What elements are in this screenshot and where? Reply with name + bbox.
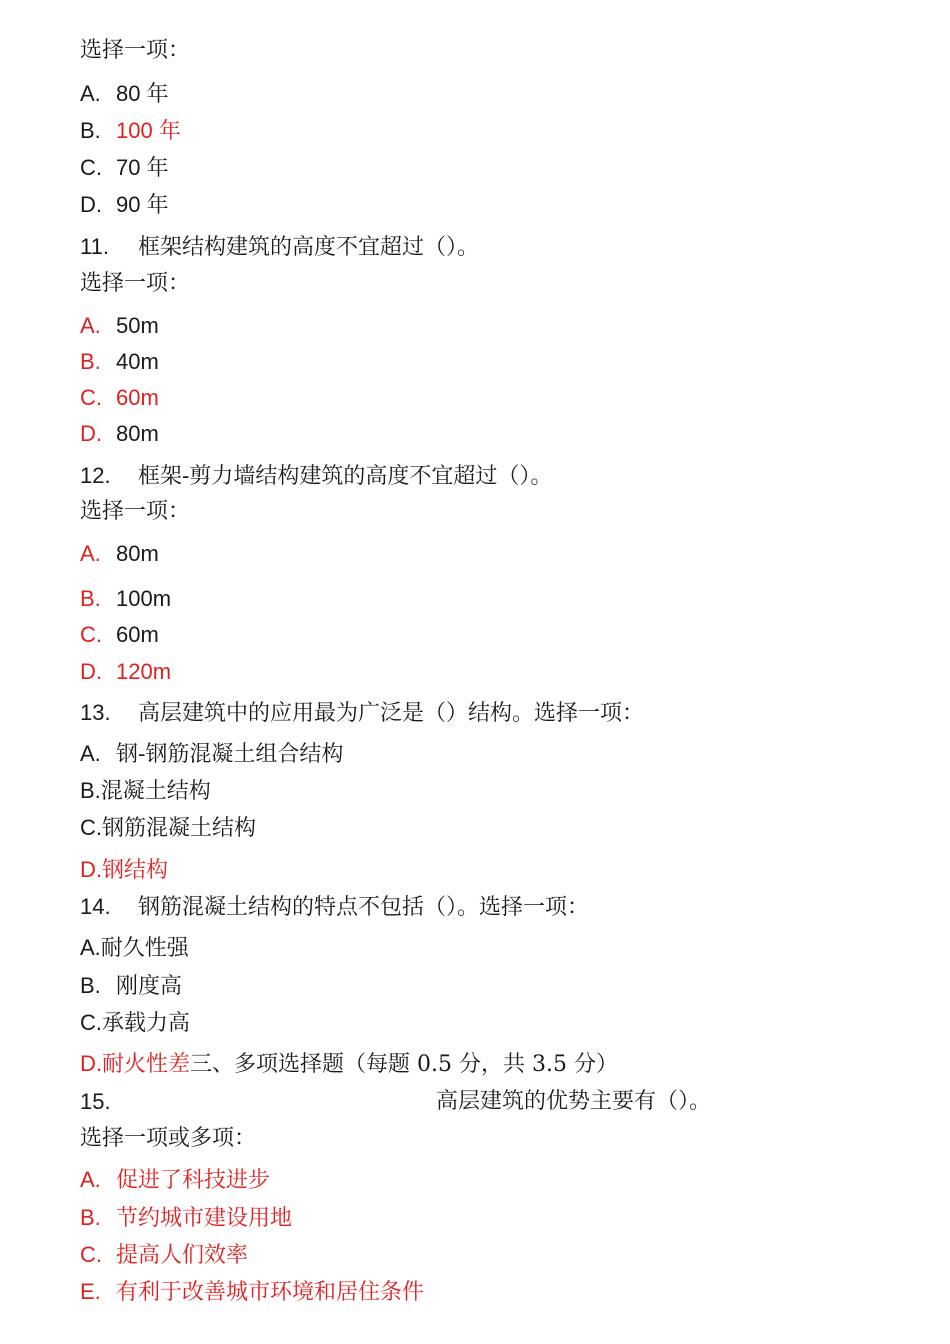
q15-option-c-answer[interactable] <box>80 1240 248 1271</box>
q10-option-b-answer[interactable] <box>80 116 181 147</box>
q12-stem-line <box>80 461 552 492</box>
q10-option-b-label: B. <box>80 118 101 143</box>
q15-stem: 高层建筑的优势主要有（）。 <box>436 1089 712 1114</box>
q12-option-c-label: C. <box>80 622 102 647</box>
q10-option-d[interactable] <box>80 190 169 221</box>
q15-number: 15. <box>80 1089 111 1114</box>
q10-option-c-label: C. <box>80 155 102 180</box>
q15-option-e-label: E. <box>80 1279 101 1304</box>
q12-option-b-label: B. <box>80 586 101 611</box>
q11-option-a-text: 50m <box>116 313 159 338</box>
q10-option-c-text: 70 年 <box>116 155 169 180</box>
q12-option-b-answer[interactable] <box>80 584 171 615</box>
q10-option-d-text: 90 年 <box>116 192 169 217</box>
q14-option-b-label: B. <box>80 973 101 998</box>
q14-option-d-text: 耐火性差 <box>102 1052 191 1077</box>
q12-prompt: 选择一项： <box>80 499 191 524</box>
q13-stem-line <box>80 698 644 729</box>
q14-option-c-label: C. <box>80 1010 102 1035</box>
q15-option-c-text: 提高人们效率 <box>116 1243 249 1268</box>
q10-option-d-label: D. <box>80 192 102 217</box>
q10-option-a[interactable] <box>80 79 169 110</box>
q10-option-a-text: 80 年 <box>116 81 169 106</box>
q11-option-b-text: 40m <box>116 349 159 374</box>
q15-option-c-label: C. <box>80 1242 102 1267</box>
q13-option-b-text: 混凝土结构 <box>100 779 211 804</box>
q12-option-d-answer[interactable] <box>80 657 171 688</box>
q13-number: 13. <box>80 700 111 725</box>
q12-stem: 框架-剪力墙结构建筑的高度不宜超过（）。 <box>138 464 553 489</box>
q11-option-d-label: D. <box>80 421 102 446</box>
q13-option-c-text: 钢筋混凝土结构 <box>102 816 257 841</box>
q12-option-a-answer[interactable] <box>80 539 159 570</box>
q11-option-c-label: C. <box>80 385 102 410</box>
q14-option-a[interactable] <box>80 933 189 964</box>
q15-prompt: 选择一项或多项： <box>80 1126 257 1151</box>
q14-option-d-and-section-heading <box>80 1049 618 1080</box>
q13-option-a-label: A. <box>80 741 101 766</box>
q10-option-c[interactable] <box>80 153 169 184</box>
q11-option-c-text: 60m <box>116 385 159 410</box>
q14-number: 14. <box>80 894 111 919</box>
q12-option-d-label: D. <box>80 659 102 684</box>
q11-prompt: 选择一项： <box>80 271 191 296</box>
q15-option-b-answer[interactable] <box>80 1203 292 1234</box>
q11-stem: 框架结构建筑的高度不宜超过（）。 <box>138 235 480 260</box>
q11-option-a-label: A. <box>80 313 101 338</box>
q11-option-b-label: B. <box>80 349 101 374</box>
q15-option-e-text: 有利于改善城市环境和居住条件 <box>116 1280 425 1305</box>
q11-stem-line <box>80 232 479 263</box>
q13-option-d-text: 钢结构 <box>102 858 169 883</box>
q15-option-a-label: A. <box>80 1167 101 1192</box>
q13-option-b[interactable] <box>80 776 211 807</box>
q11-option-b-answer[interactable] <box>80 347 159 378</box>
q15-option-b-text: 节约城市建设用地 <box>116 1206 293 1231</box>
q14-option-c-text: 承载力高 <box>102 1011 191 1036</box>
q11-option-d-text: 80m <box>116 421 159 446</box>
q12-option-a-text: 80m <box>116 541 159 566</box>
section-3-heading: 三、多项选择题（每题 0.5 分，共 3.5 分） <box>190 1052 618 1077</box>
q10-option-b-text: 100 年 <box>116 118 181 143</box>
q13-option-d-answer[interactable] <box>80 855 168 886</box>
q14-option-b[interactable] <box>80 971 182 1002</box>
q12-option-b-text: 100m <box>116 586 172 611</box>
q14-option-b-text: 刚度高 <box>116 974 183 999</box>
q12-option-a-label: A. <box>80 541 101 566</box>
q13-option-d-label: D. <box>80 857 102 882</box>
q13-option-a-text: 钢-钢筋混凝土组合结构 <box>116 742 344 767</box>
q15-option-a-text: 促进了科技进步 <box>116 1168 271 1193</box>
q13-option-c-label: C. <box>80 815 102 840</box>
q11-number: 11. <box>80 234 109 259</box>
q13-stem: 高层建筑中的应用最为广泛是（）结构。选择一项： <box>138 701 645 726</box>
q15-option-e-answer[interactable] <box>80 1277 424 1308</box>
q14-option-a-label: A. <box>80 935 101 960</box>
q11-option-a-answer[interactable] <box>80 311 159 342</box>
q14-stem-line <box>80 892 589 923</box>
q11-option-d-answer[interactable] <box>80 419 159 450</box>
q15-option-a-answer[interactable] <box>80 1165 270 1196</box>
q14-option-a-text: 耐久性强 <box>100 936 189 961</box>
q12-option-d-text: 120m <box>116 659 172 684</box>
q14-option-d-label: D. <box>80 1051 102 1076</box>
q11-option-c-answer[interactable] <box>80 383 159 414</box>
q12-option-c-text: 60m <box>116 622 159 647</box>
q15-number-line <box>80 1087 111 1118</box>
q13-option-a[interactable] <box>80 739 343 770</box>
q13-option-c[interactable] <box>80 813 256 844</box>
q14-stem: 钢筋混凝土结构的特点不包括（）。选择一项： <box>138 895 590 920</box>
q14-option-d-answer[interactable] <box>80 1052 190 1077</box>
q10-option-a-label: A. <box>80 81 101 106</box>
q13-option-b-label: B. <box>80 778 101 803</box>
q14-option-c[interactable] <box>80 1008 190 1039</box>
q15-option-b-label: B. <box>80 1205 101 1230</box>
q10-prompt: 选择一项： <box>80 38 191 63</box>
q12-number: 12. <box>80 463 111 488</box>
q12-option-c-answer[interactable] <box>80 620 159 651</box>
